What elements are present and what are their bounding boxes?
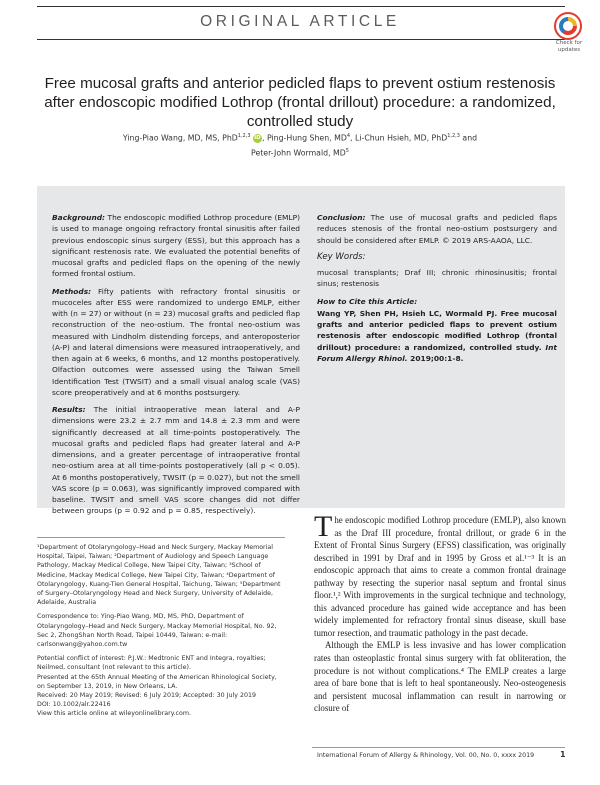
author-name: , Ping-Hung Shen, MD xyxy=(262,133,347,143)
page-number: 1 xyxy=(560,750,566,759)
article-type-label: ORIGINAL ARTICLE xyxy=(200,13,400,30)
header-rule-bottom xyxy=(37,39,565,40)
abstract-background xyxy=(52,212,300,280)
badge-text-line2: updates xyxy=(557,47,581,53)
methods-label: Methods: xyxy=(52,286,92,296)
footnotes xyxy=(37,543,285,719)
conclusion-label: Conclusion: xyxy=(317,213,366,222)
author-affiliation-marker: 1,2,3 xyxy=(447,133,460,139)
doi-text[interactable]: DOI: 10.1002/alr.22416 xyxy=(37,701,111,709)
correspondence-footnote: Correspondence to: Ying-Piao Wang, MD, MS, PhD, Department of Otolaryngology–Head and Neck Surgery, Mackay Memorial Hospital, No. 92, Sec 2, ZhongShan North Road, Taipei 10449, Taiwan; e-mail: carlsonwang@yahoo.com.tw xyxy=(37,613,277,649)
received-dates: Received: 20 May 2019; Revised: 6 July 2019; Accepted: 30 July 2019 xyxy=(37,692,256,700)
body-paragraph-1-text: he endoscopic modified Lothrop procedure (EMLP), also known as the Draf III procedure, frontal drillout, or grade 6 in the Extent of Frontal Sinus Surgery (EFSS) classification, was originally described in 1991 by Draf and in 1995 by Gross et al.¹⁻³ It is an endoscopic approach that aims to create a common frontal drainage pathway by resecting the superior nasal septum and frontal sinus floor.¹,² With improvements in the surgical technique and technology, this advanced procedure has gained wide acceptance and has been widely implemented for refractory frontal sinus disease, skull base tumor resection, and traumatic pathology in the past decade. xyxy=(314,515,566,638)
author-name: Ying-Piao Wang, MD, MS, PhD xyxy=(122,133,238,143)
author-affiliation-marker: 1,2,3 xyxy=(237,133,251,139)
keywords-heading: Key Words: xyxy=(317,251,366,262)
author-affiliation-marker: 4 xyxy=(346,133,351,139)
cite-text: Wang YP, Shen PH, Hsieh LC, Wormald PJ. Free mucosal grafts and anterior pedicled flaps to prevent ostium restenosis after endoscopic modified Lothrop (frontal drillout) procedure: a randomized, controlled study. xyxy=(317,308,557,352)
results-text: The initial intraoperative mean lateral and A-P dimensions were 23.2 ± 2.7 mm and 14.8 ± 2.3 mm and were significantly decreased at all time-points postoperatively. The mucosal grafts and pedicled flaps had greater lateral and A-P dimensions, and a greater percentage of intraoperative frontal neo-ostium area at all time-points postoperatively (all p < 0.05). At 6 months postoperatively, TWSIT (p = 0.027), but not the smell VAS score (p = 0.063), was significantly improved compared with baseline. TWSIT and smell VAS score changes did not differ between groups (p = 0.92 and p = 0.85, respectively). xyxy=(52,405,300,516)
conflict-footnote: Potential conflict of interest: P.J.W.: Medtronic ENT and Integra, royalties; Neilmed, consultant (not relevant to this article). xyxy=(37,655,266,672)
article-title: Free mucosal grafts and anterior pedicled flaps to prevent ostium restenosis after endoscopic modified Lothrop (frontal drillout) procedure: a randomized, controlled study xyxy=(44,75,556,130)
abstract-methods xyxy=(52,286,300,399)
crossmark-icon xyxy=(554,12,582,40)
author-affiliation-marker: 5 xyxy=(345,147,349,154)
journal-footer: International Forum of Allergy & Rhinology, Vol. 00, No. 0, xxxx 2019 xyxy=(317,752,535,759)
badge-text-line1: Check for xyxy=(555,40,583,46)
presented-footnote: Presented at the 65th Annual Meeting of the American Rhinological Society, on September 13, 2019, in New Orleans, LA. xyxy=(37,673,277,690)
background-text: The endoscopic modified Lothrop procedure (EMLP) is used to manage ongoing refractory frontal sinusitis after failed previous endoscopic sinus surgery (ESS), but this approach has a significant restenosis rate. We evaluated the potential benefits of mucosal grafts and pedicled flaps on the opening of the newly formed frontal ostium. xyxy=(52,213,300,279)
footer-rule xyxy=(312,747,565,748)
methods-text: Fifty patients with refractory frontal sinusitis or mucoceles after ESS were randomized to undergo EMLP, either with (n = 27) or without (n = 23) mucosal grafts and pedicled flap reconstruction of the neo-ostium. The frontal neo-ostium was measured with Lindholm distending forceps, and anteroposterior (A-P) and lateral dimensions were measured intraoperatively, and then again at 6 weeks, 6 months, and 12 months postoperatively. Olfaction outcomes were assessed using the Taiwan Smell Identification Test (TWSIT) and a small visual analog scale (VAS) score preoperatively and at 6 months postsurgery. xyxy=(52,286,300,397)
online-link[interactable]: View this article online at wileyonlinelibrary.com. xyxy=(37,710,191,718)
footnote-rule xyxy=(37,537,285,538)
cite-journal: Int Forum Allergy Rhinol. xyxy=(317,342,557,363)
affiliations-footnote: ¹Department of Otolaryngology–Head and Neck Surgery, Mackay Memorial Hospital, Taipei, Taiwan; ²Department of Audiology and Speech Language Pathology, Mackay Medical College, New Taipei City, Taiwan; ³School of Medicine, Mackay Medical College, New Taipei City, Taiwan; ⁴Department of Otolaryngology, Kuang-Tien General Hospital, Taichung, Taiwan; ⁵Department of Surgery–Otolaryngology Head and Neck Surgery, University of Adelaide, Adelaide, Australia xyxy=(37,544,281,607)
author-conjunction: and xyxy=(459,133,478,143)
abstract-results xyxy=(52,404,300,517)
body-paragraph-1 xyxy=(314,510,566,639)
body-text xyxy=(314,510,566,715)
author-list xyxy=(90,130,510,159)
body-paragraph-2: Although the EMLP is less invasive and has lower complication rates than osteoplastic frontal sinus surgery with fat obliteration, the procedure is not without complications.⁴ The EMLP creates a large area of bare bone that is left to heal spontaneously. Neo-osteogenesis and persistent mucosal inflammation can result in narrowing or closure of xyxy=(314,640,566,714)
drop-cap: T xyxy=(314,510,333,543)
keywords-text: mucosal transplants; Draf III; chronic rhinosinusitis; frontal sinus; restenosis xyxy=(317,268,557,289)
cite-volume: 2019;00:1-8. xyxy=(407,353,464,363)
abstract-column-left xyxy=(52,212,300,523)
background-label: Background: xyxy=(52,213,106,222)
cite-block xyxy=(317,308,557,364)
results-label: Results: xyxy=(52,405,86,414)
author-name: , Li-Chun Hsieh, MD, PhD xyxy=(350,133,448,143)
cite-heading: How to Cite this Article: xyxy=(317,296,418,306)
check-for-updates-badge[interactable] xyxy=(549,12,589,56)
abstract-conclusion xyxy=(317,212,557,246)
conclusion-text: The use of mucosal grafts and pedicled flaps reduces stenosis of the frontal neo-ostium postsurgery and should be considered after EMLP. © 2019 ARS-AAOA, LLC. xyxy=(317,213,557,245)
abstract-column-right xyxy=(317,212,557,370)
header-rule-top xyxy=(37,6,565,7)
orcid-icon[interactable]: iD xyxy=(254,135,261,142)
author-name: Peter-John Wormald, MD xyxy=(251,148,346,158)
